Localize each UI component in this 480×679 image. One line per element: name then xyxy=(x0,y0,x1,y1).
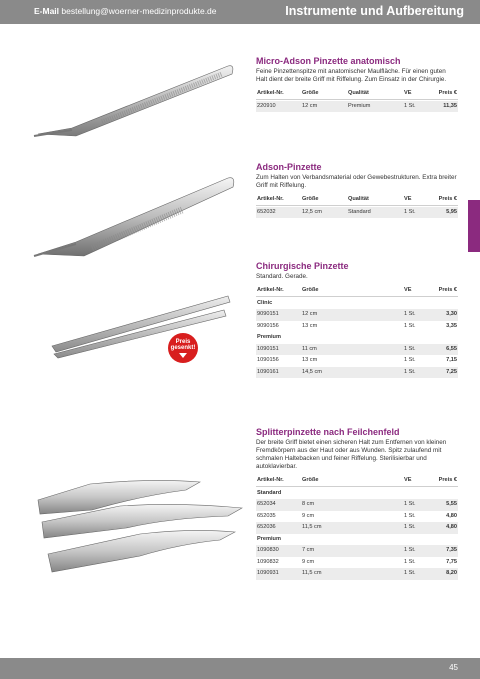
table-row xyxy=(256,511,458,523)
surgical-forceps-image xyxy=(44,290,234,360)
price-reduced-badge xyxy=(168,333,198,363)
footer-bar xyxy=(0,658,480,679)
col-header-size: Größe xyxy=(302,90,319,96)
unit: 1 St. xyxy=(404,357,416,363)
price: 7,15 xyxy=(446,357,457,363)
size: 9 cm xyxy=(302,512,315,519)
micro-adson-forceps-image xyxy=(32,60,237,140)
unit: 1 St. xyxy=(404,558,416,565)
table-row xyxy=(256,568,458,580)
size: 11 cm xyxy=(302,345,317,352)
col-header-article: Artikel-Nr. xyxy=(257,196,284,202)
price: 5,55 xyxy=(446,501,457,507)
group-label: Clinic xyxy=(257,299,273,306)
col-header-article: Artikel-Nr. xyxy=(257,477,284,483)
quality: Standard xyxy=(348,208,371,215)
col-header-unit: VE xyxy=(404,196,412,202)
price-table xyxy=(256,88,458,112)
arrow-down-icon xyxy=(179,353,187,358)
email-label: E-Mail xyxy=(34,6,60,16)
product-description: Zum Halten von Verbandsmaterial oder Gewebestrukturen. Extra breiter Griff mit Riffelung. xyxy=(256,174,457,189)
col-header-quality: Qualität xyxy=(348,90,369,96)
size: 13 cm xyxy=(302,357,318,363)
size: 8 cm xyxy=(302,501,315,507)
header-bar xyxy=(0,0,480,24)
table-row xyxy=(256,309,458,321)
group-label-standard xyxy=(256,488,458,500)
col-header-unit: VE xyxy=(404,287,412,293)
col-header-article: Artikel-Nr. xyxy=(257,287,284,293)
section-side-tab xyxy=(468,200,480,252)
product-description: Standard. Gerade. xyxy=(256,273,308,280)
article-number: 652036 xyxy=(257,524,276,530)
table-header-row xyxy=(256,194,458,206)
product-adson xyxy=(256,162,458,218)
product-micro-adson xyxy=(256,56,458,112)
price: 7,35 xyxy=(446,547,457,553)
product-title: Splitterpinzette nach Feilchenfeld xyxy=(256,427,400,437)
size: 7 cm xyxy=(302,547,315,553)
table-header-row xyxy=(256,285,458,297)
group-label-premium xyxy=(256,332,458,344)
article-number: 1090830 xyxy=(257,547,279,553)
product-surgical-forceps xyxy=(256,261,458,378)
table-row xyxy=(256,344,458,356)
col-header-size: Größe xyxy=(302,196,319,202)
size: 12 cm xyxy=(302,102,318,109)
col-header-price: Preis € xyxy=(438,196,457,202)
splinter-forceps-image xyxy=(30,470,245,585)
article-number: 652035 xyxy=(257,512,276,519)
article-number: 9090151 xyxy=(257,311,279,317)
article-number: 1090161 xyxy=(257,368,279,375)
price-table xyxy=(256,285,458,378)
price: 3,30 xyxy=(446,311,457,317)
group-label-clinic xyxy=(256,298,458,310)
col-header-price: Preis € xyxy=(438,90,457,96)
article-number: 652034 xyxy=(257,501,276,507)
badge-line-2: gesenkt! xyxy=(170,345,196,351)
unit: 1 St. xyxy=(404,322,416,329)
section-title: Instrumente und Aufbereitung xyxy=(285,4,464,18)
size: 12,5 cm xyxy=(302,208,322,215)
quality: Premium xyxy=(348,102,371,109)
product-splinter-forceps xyxy=(256,427,458,580)
table-row xyxy=(256,355,458,367)
unit: 1 St. xyxy=(404,501,416,507)
unit: 1 St. xyxy=(404,524,416,530)
price: 4,80 xyxy=(446,512,457,519)
size: 11,5 cm xyxy=(302,524,322,530)
page-number: 45 xyxy=(449,663,458,672)
size: 11,5 cm xyxy=(302,570,322,576)
article-number: 1090151 xyxy=(257,345,279,352)
group-label: Premium xyxy=(257,334,281,340)
article-number: 9090156 xyxy=(257,322,279,329)
size: 13 cm xyxy=(302,322,318,329)
price: 5,95 xyxy=(446,208,457,215)
unit: 1 St. xyxy=(404,102,416,109)
col-header-price: Preis € xyxy=(438,287,457,293)
size: 14,5 cm xyxy=(302,368,322,375)
price: 7,25 xyxy=(446,368,457,375)
col-header-unit: VE xyxy=(404,90,412,96)
price: 7,75 xyxy=(446,558,457,565)
col-header-article: Artikel-Nr. xyxy=(257,90,284,96)
table-row xyxy=(256,321,458,333)
price: 6,55 xyxy=(446,345,457,352)
table-row xyxy=(256,367,458,379)
badge-line-1: Preis xyxy=(175,339,191,345)
col-header-unit: VE xyxy=(404,477,412,483)
table-row xyxy=(256,545,458,557)
table-row xyxy=(256,207,458,219)
adson-forceps-image xyxy=(32,170,237,260)
table-row xyxy=(256,499,458,511)
email-contact[interactable] xyxy=(34,6,217,16)
product-title: Micro-Adson Pinzette anatomisch xyxy=(256,56,401,66)
article-number: 1090832 xyxy=(257,558,279,565)
price: 3,35 xyxy=(446,322,457,329)
table-header-row xyxy=(256,475,458,487)
price: 11,35 xyxy=(443,102,457,109)
unit: 1 St. xyxy=(404,368,416,375)
product-description: Der breite Griff bietet einen sicheren Halt zum Entfernen von kleinen Fremdkörpern aus der Haut oder aus Wunden. Spitz zulaufend mit schmalen Haltebacken und feiner Riffelung. Sterilisierbar und autoklavierbar. xyxy=(256,439,447,470)
article-number: 1090156 xyxy=(257,357,279,363)
unit: 1 St. xyxy=(404,208,416,215)
group-label-premium xyxy=(256,534,458,546)
price: 8,20 xyxy=(446,570,457,576)
unit: 1 St. xyxy=(404,512,416,519)
col-header-price: Preis € xyxy=(438,477,457,483)
product-title: Chirurgische Pinzette xyxy=(256,261,349,271)
article-number: 220910 xyxy=(257,102,276,109)
product-title: Adson-Pinzette xyxy=(256,162,322,172)
unit: 1 St. xyxy=(404,345,416,352)
col-header-quality: Qualität xyxy=(348,196,369,202)
col-header-size: Größe xyxy=(302,477,319,483)
table-row xyxy=(256,557,458,569)
col-header-size: Größe xyxy=(302,287,319,293)
group-label: Premium xyxy=(257,535,281,542)
unit: 1 St. xyxy=(404,570,416,576)
product-description: Feine Pinzettenspitze mit anatomischer Maulfläche. Für einen guten Halt dient der breite Griff mit Riffelung. Zum Einsatz in der Chirurgie. xyxy=(256,68,447,83)
table-row xyxy=(256,522,458,534)
price-table xyxy=(256,475,458,580)
article-number: 1090931 xyxy=(257,570,279,576)
article-number: 652032 xyxy=(257,208,276,215)
email-address[interactable]: bestellung@woerner-medizinprodukte.de xyxy=(61,6,217,16)
unit: 1 St. xyxy=(404,547,416,553)
price-table xyxy=(256,194,458,218)
unit: 1 St. xyxy=(404,311,416,317)
group-label: Standard xyxy=(257,489,282,496)
size: 12 cm xyxy=(302,311,318,317)
price: 4,80 xyxy=(446,524,457,530)
table-header-row xyxy=(256,88,458,100)
size: 9 cm xyxy=(302,558,315,565)
table-row xyxy=(256,101,458,113)
